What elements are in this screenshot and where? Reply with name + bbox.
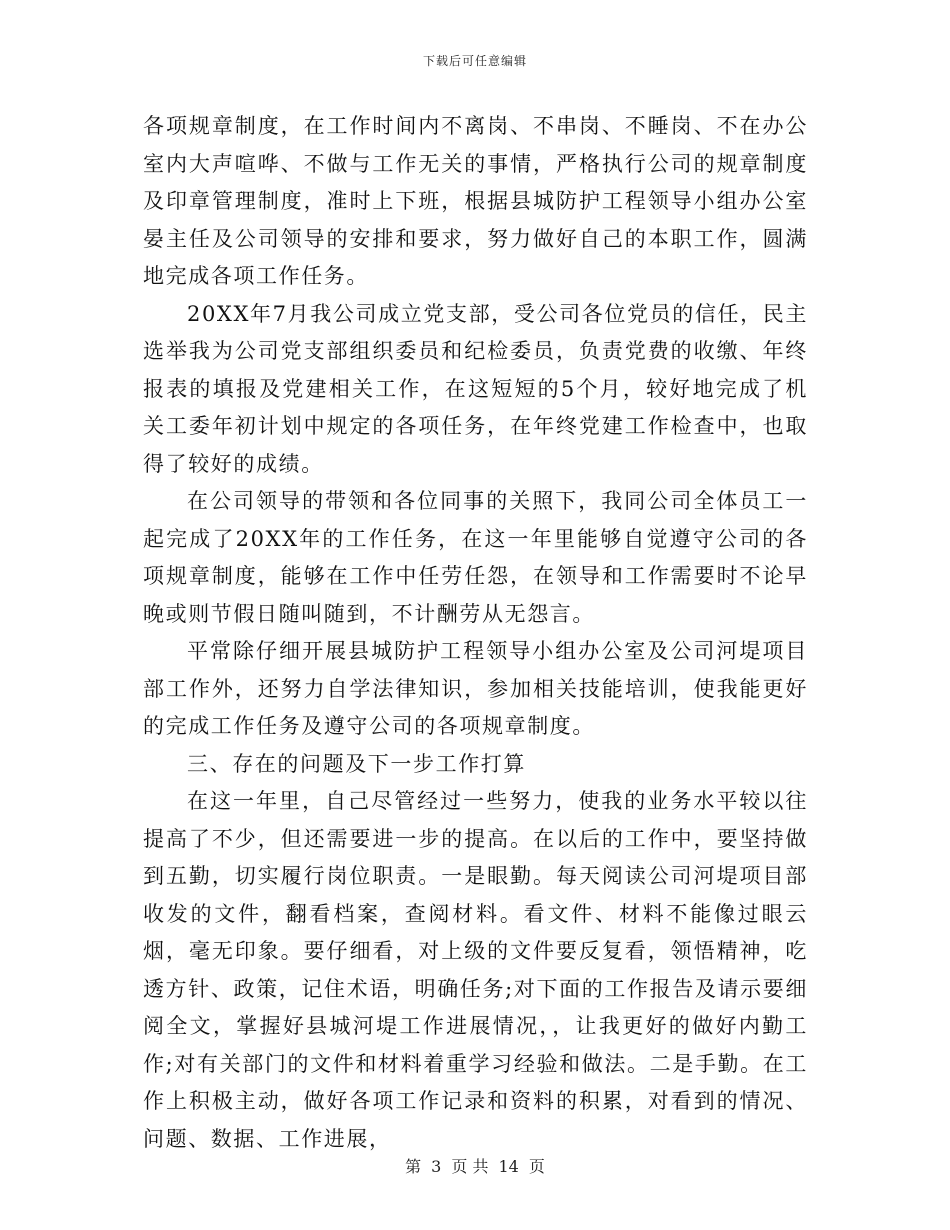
footer-middle: 页 共: [451, 1157, 489, 1176]
footer-suffix: 页: [528, 1157, 545, 1176]
footer-total-pages: 14: [498, 1157, 519, 1176]
paragraph-3: 在公司领导的带领和各位同事的关照下，我同公司全体员工一起完成了20XX年的工作任务，在这一年里能够自觉遵守公司的各项规章制度，能够在工作中任劳任怨，在领导和工作需要时不论早晚或则节假日随叫随到，不计酬劳从无怨言。: [143, 489, 808, 626]
page-footer: [0, 1154, 950, 1177]
paragraph-4: 平常除仔细开展县城防护工程领导小组办公室及公司河堤项目部工作外，还努力自学法律知识，参加相关技能培训，使我能更好的完成工作任务及遵守公司的各项规章制度。: [143, 639, 808, 738]
paragraph-2: 20XX年7月我公司成立党支部，受公司各位党员的信任，民主选举我为公司党支部组织委员和纪检委员，负责党费的收缴、年终报表的填报及党建相关工作，在这短短的5个月，较好地完成了机关工委年初计划中规定的各项任务，在年终党建工作检查中，也取得了较好的成绩。: [143, 301, 808, 476]
document-body: [143, 108, 808, 1158]
page-header: 下载后可任意编辑: [422, 54, 527, 68]
paragraph-5: 在这一年里，自己尽管经过一些努力，使我的业务水平较以往提高了不少，但还需要进一步的提高。在以后的工作中，要坚持做到五勤，切实履行岗位职责。一是眼勤。每天阅读公司河堤项目部收发的文件，翻看档案，查阅材料。看文件、材料不能像过眼云烟，毫无印象。要仔细看，对上级的文件要反复看，领悟精神，吃透方针、政策，记住术语，明确任务;对下面的工作报告及请示要细阅全文，掌握好县城河堤工作进展情况，，让我更好的做好内勤工作;对有关部门的文件和材料着重学习经验和做法。二是手勤。在工作上积极主动，做好各项工作记录和资料的积累，对看到的情况、问题、数据、工作进展，: [143, 789, 808, 1151]
section-heading: 三、存在的问题及下一步工作打算: [187, 751, 526, 776]
footer-prefix: 第: [405, 1157, 422, 1176]
paragraph-1: 各项规章制度，在工作时间内不离岗、不串岗、不睡岗、不在办公室内大声喧哗、不做与工作无关的事情，严格执行公司的规章制度及印章管理制度，准时上下班，根据县城防护工程领导小组办公室晏主任及公司领导的安排和要求，努力做好自己的本职工作，圆满地完成各项工作任务。: [143, 114, 808, 288]
footer-page-number: 3: [431, 1157, 442, 1176]
